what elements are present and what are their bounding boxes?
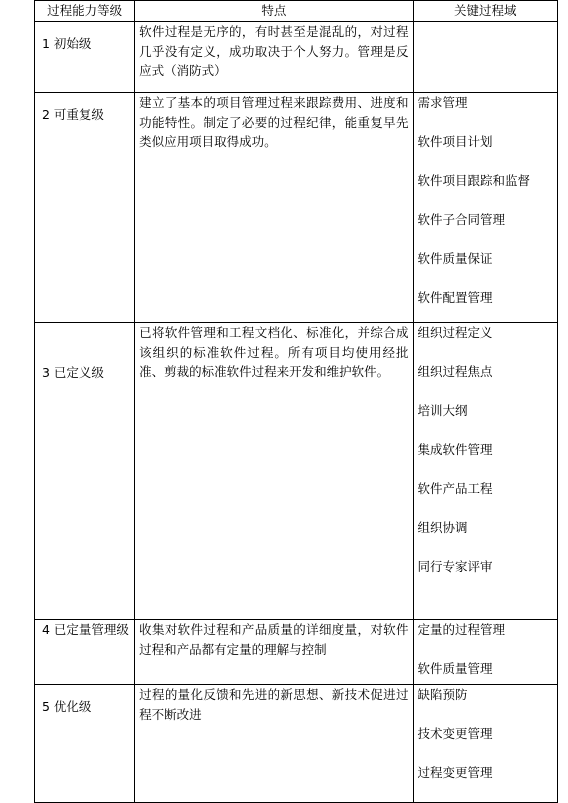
features-cell: 建立了基本的项目管理过程来跟踪费用、进度和功能特性。制定了必要的过程纪律，能重复早先类似应用项目取得成功。 — [135, 93, 413, 323]
key-area-item: 技术变更管理 — [417, 726, 493, 741]
header-key-areas: 关键过程域 — [413, 1, 557, 22]
cmm-levels-table — [34, 0, 558, 803]
key-areas-cell — [413, 93, 557, 323]
key-area-item: 组织协调 — [417, 520, 468, 535]
level-cell: 3 已定义级 — [35, 323, 135, 620]
key-area-item: 缺陷预防 — [417, 687, 468, 702]
features-cell: 过程的量化反馈和先进的新思想、新技术促进过程不断改进 — [135, 685, 413, 803]
key-areas-cell — [413, 685, 557, 803]
key-area-item: 集成软件管理 — [417, 442, 493, 457]
level-cell: 1 初始级 — [35, 22, 135, 93]
level-cell: 4 已定量管理级 — [35, 620, 135, 685]
key-area-item: 培训大纲 — [417, 403, 468, 418]
key-area-item: 软件质量保证 — [417, 251, 493, 266]
key-area-item: 软件质量管理 — [417, 661, 493, 676]
table-row — [35, 93, 558, 323]
key-areas-cell — [413, 323, 557, 620]
key-area-item: 组织过程焦点 — [417, 364, 493, 379]
key-area-item: 过程变更管理 — [417, 765, 493, 780]
key-area-item: 软件子合同管理 — [417, 212, 506, 227]
features-cell: 已将软件管理和工程文档化、标准化，并综合成该组织的标准软件过程。所有项目均使用经批准、剪裁的标准软件过程来开发和维护软件。 — [135, 323, 413, 620]
key-areas-cell — [413, 22, 557, 93]
key-area-item: 需求管理 — [417, 95, 468, 110]
table-row — [35, 685, 558, 803]
key-area-item: 组织过程定义 — [417, 325, 493, 340]
table-row — [35, 620, 558, 685]
table-row — [35, 22, 558, 93]
features-cell: 软件过程是无序的，有时甚至是混乱的，对过程几乎没有定义，成功取决于个人努力。管理是反应式（消防式） — [135, 22, 413, 93]
key-area-item: 定量的过程管理 — [417, 622, 506, 637]
level-cell: 5 优化级 — [35, 685, 135, 803]
table-row — [35, 323, 558, 620]
header-features: 特点 — [135, 1, 413, 22]
header-row — [35, 1, 558, 22]
level-cell: 2 可重复级 — [35, 93, 135, 323]
key-area-item: 软件项目跟踪和监督 — [417, 173, 531, 188]
key-area-item: 同行专家评审 — [417, 559, 493, 574]
header-level: 过程能力等级 — [35, 1, 135, 22]
features-cell: 收集对软件过程和产品质量的详细度量，对软件过程和产品都有定量的理解与控制 — [135, 620, 413, 685]
key-area-item: 软件产品工程 — [417, 481, 493, 496]
key-area-item: 软件配置管理 — [417, 290, 493, 305]
key-areas-cell — [413, 620, 557, 685]
key-area-item: 软件项目计划 — [417, 134, 493, 149]
